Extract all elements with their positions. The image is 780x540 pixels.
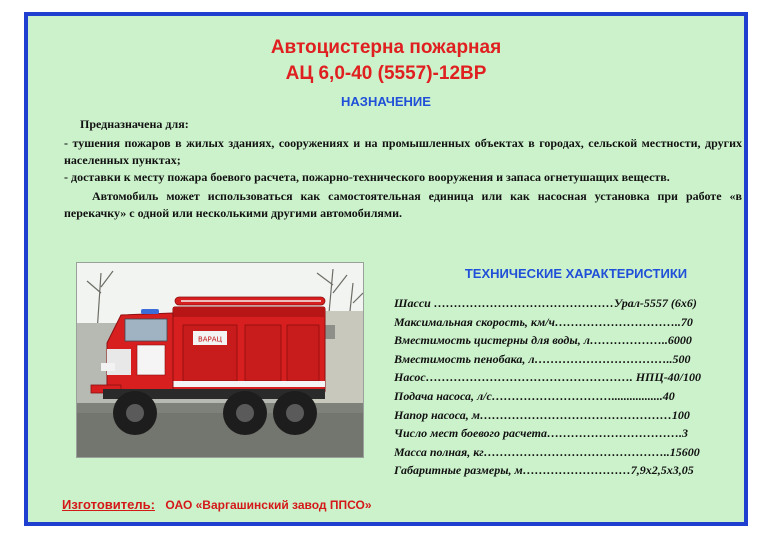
specs-heading: ТЕХНИЧЕСКИЕ ХАРАКТЕРИСТИКИ (464, 266, 688, 281)
page-title-line1: Автоцистерна пожарная (270, 37, 502, 58)
purpose-heading: НАЗНАЧЕНИЕ (341, 94, 431, 109)
spec-dimensions: Габаритные размеры, м………………………7,9х2,5х3,05 (394, 463, 694, 478)
cab-sign-text: ВАРАЦ (197, 335, 223, 344)
spec-gross-mass: Масса полная, кг………………………………………..15600 (394, 444, 700, 459)
spec-pump: Насос……………………………………………. НПЦ-40/100 (394, 370, 702, 385)
slide-frame (24, 12, 748, 526)
purpose-section (64, 116, 742, 222)
spec-water-tank: Вместимость цистерны для воды, л………………..6000 (394, 333, 692, 348)
fire-truck-photo (76, 262, 364, 458)
purpose-note: Автомобиль может использоваться как самостоятельная единица или как насосная установка при работе «в перекачку» с одной или несколькими другими автомобилями. (64, 189, 742, 220)
spec-pump-flow: Подача насоса, л/с………………………….................40 (394, 388, 675, 403)
manufacturer-label: Изготовитель: (62, 497, 155, 512)
manufacturer (62, 496, 372, 514)
fire-truck-illustration (77, 263, 364, 458)
spec-max-speed: Максимальная скорость, км/ч…………………………..70 (394, 314, 693, 329)
purpose-item-1: - тушения пожаров в жилых зданиях, сооружениях и на промышленных объектах в городах, сельской местности, других населенных пунктах; (64, 136, 742, 167)
specs-list (394, 294, 766, 480)
spec-chassis: Шасси ………………………………………Урал-5557 (6х6) (394, 296, 697, 310)
spec-pump-head: Напор насоса, м…………………………………………100 (394, 407, 690, 422)
manufacturer-name: ОАО «Варгашинский завод ППСО» (165, 498, 372, 512)
spec-foam-tank: Вместимость пенобака, л……………………………..500 (394, 351, 691, 366)
spec-crew-seats: Число мест боевого расчета…………………………….3 (394, 426, 688, 441)
purpose-intro: Предназначена для: (80, 117, 189, 131)
page-title-line2: АЦ 6,0-40 (5557)-12ВР (285, 63, 487, 84)
purpose-item-2: - доставки к месту пожара боевого расчета, пожарно-технического вооружения и запаса огнетушащих веществ. (64, 170, 670, 184)
